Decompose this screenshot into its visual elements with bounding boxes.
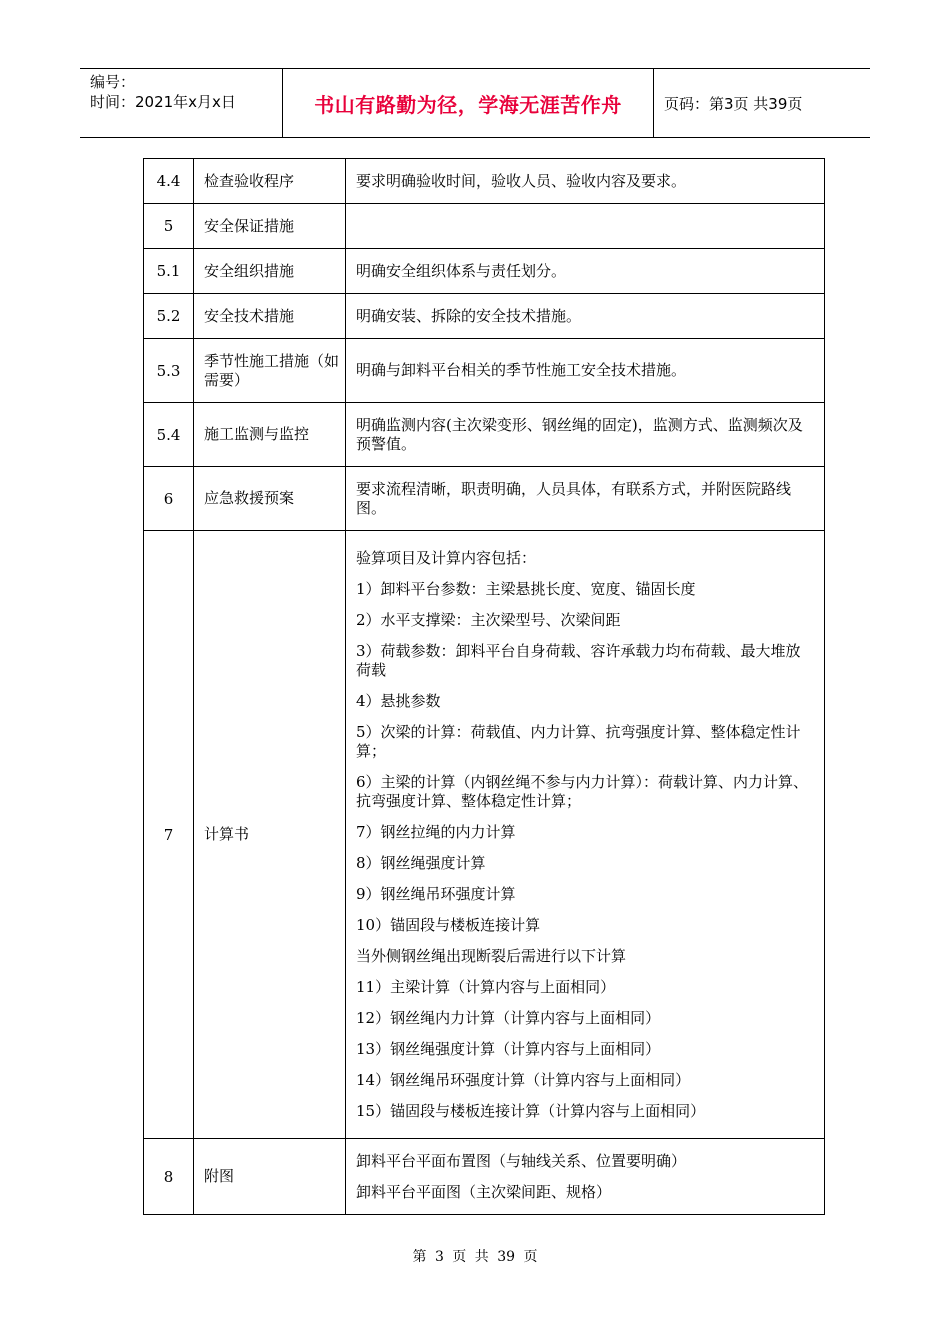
list-item: 10）锚固段与楼板连接计算 <box>356 915 541 934</box>
table-row <box>144 159 825 204</box>
row-item: 安全保证措施 <box>194 204 346 249</box>
row-number: 8 <box>144 1139 194 1215</box>
list-item: 9）钢丝绳吊环强度计算 <box>356 884 516 903</box>
row-number: 5.1 <box>144 249 194 294</box>
document-time: 时间：2021年x月x日 <box>90 93 236 111</box>
row-item: 计算书 <box>194 531 346 1139</box>
row-item: 季节性施工措施（如需要） <box>194 339 346 403</box>
list-item: 7）钢丝拉绳的内力计算 <box>356 822 516 841</box>
row-item: 施工监测与监控 <box>194 403 346 467</box>
table-row <box>144 403 825 467</box>
row-description: 要求流程清晰，职责明确，人员具体，有联系方式，并附医院路线图。 <box>346 467 825 531</box>
table-row <box>144 467 825 531</box>
list-item: 2）水平支撑梁：主次梁型号、次梁间距 <box>356 610 621 629</box>
list-item: 11）主梁计算（计算内容与上面相同） <box>356 977 616 996</box>
row-number: 7 <box>144 531 194 1139</box>
row-number: 5.4 <box>144 403 194 467</box>
row-item: 附图 <box>194 1139 346 1215</box>
row-description: 明确安装、拆除的安全技术措施。 <box>346 294 825 339</box>
row-item: 安全组织措施 <box>194 249 346 294</box>
list-item: 当外侧钢丝绳出现断裂后需进行以下计算 <box>356 946 627 965</box>
row-number: 6 <box>144 467 194 531</box>
list-item: 6）主梁的计算（内钢丝绳不参与内力计算）：荷载计算、内力计算、抗弯强度计算、整体稳定性计算； <box>356 772 809 810</box>
row-item: 安全技术措施 <box>194 294 346 339</box>
row-number: 5.3 <box>144 339 194 403</box>
figure-list <box>356 1142 814 1212</box>
row-number: 4.4 <box>144 159 194 204</box>
list-item: 13）钢丝绳强度计算（计算内容与上面相同） <box>356 1039 661 1058</box>
row-description <box>346 531 825 1139</box>
row-description: 明确监测内容(主次梁变形、钢丝绳的固定)，监测方式、监测频次及预警值。 <box>346 403 825 467</box>
list-item: 12）钢丝绳内力计算（计算内容与上面相同） <box>356 1008 661 1027</box>
header-page-number: 页码：第3页 共39页 <box>664 94 803 113</box>
row-description: 明确安全组织体系与责任划分。 <box>346 249 825 294</box>
row-description <box>346 204 825 249</box>
table-row-calculation <box>144 531 825 1139</box>
page-header <box>80 68 870 138</box>
table-row-figures <box>144 1139 825 1215</box>
header-meta <box>80 69 283 137</box>
list-item: 15）锚固段与楼板连接计算（计算内容与上面相同） <box>356 1101 706 1120</box>
row-description <box>346 1139 825 1215</box>
list-item: 验算项目及计算内容包括： <box>356 548 537 567</box>
table-row <box>144 249 825 294</box>
document-number: 编号： <box>90 73 136 91</box>
row-description: 要求明确验收时间，验收人员、验收内容及要求。 <box>346 159 825 204</box>
list-item: 1）卸料平台参数：主梁悬挑长度、宽度、锚固长度 <box>356 579 696 598</box>
table-row <box>144 339 825 403</box>
calculation-list <box>356 539 814 1131</box>
table-row <box>144 204 825 249</box>
page-footer: 第 3 页 共 39 页 <box>412 1249 538 1265</box>
list-item: 4）悬挑参数 <box>356 691 441 710</box>
header-motto-cell <box>283 69 654 137</box>
row-item: 检查验收程序 <box>194 159 346 204</box>
table-row <box>144 294 825 339</box>
list-item: 8）钢丝绳强度计算 <box>356 853 486 872</box>
header-motto: 书山有路勤为径，学海无涯苦作舟 <box>314 92 622 117</box>
row-description: 明确与卸料平台相关的季节性施工安全技术措施。 <box>346 339 825 403</box>
list-item: 14）钢丝绳吊环强度计算（计算内容与上面相同） <box>356 1070 691 1089</box>
list-item: 卸料平台平面图（主次梁间距、规格） <box>356 1182 612 1201</box>
header-page-cell <box>654 69 870 137</box>
list-item: 3）荷载参数：卸料平台自身荷载、容许承载力均布荷载、最大堆放荷载 <box>356 641 801 679</box>
requirements-table <box>143 158 825 1215</box>
row-number: 5.2 <box>144 294 194 339</box>
list-item: 卸料平台平面布置图（与轴线关系、位置要明确） <box>356 1151 687 1170</box>
row-number: 5 <box>144 204 194 249</box>
row-item: 应急救援预案 <box>194 467 346 531</box>
list-item: 5）次梁的计算：荷载值、内力计算、抗弯强度计算、整体稳定性计算； <box>356 722 801 760</box>
